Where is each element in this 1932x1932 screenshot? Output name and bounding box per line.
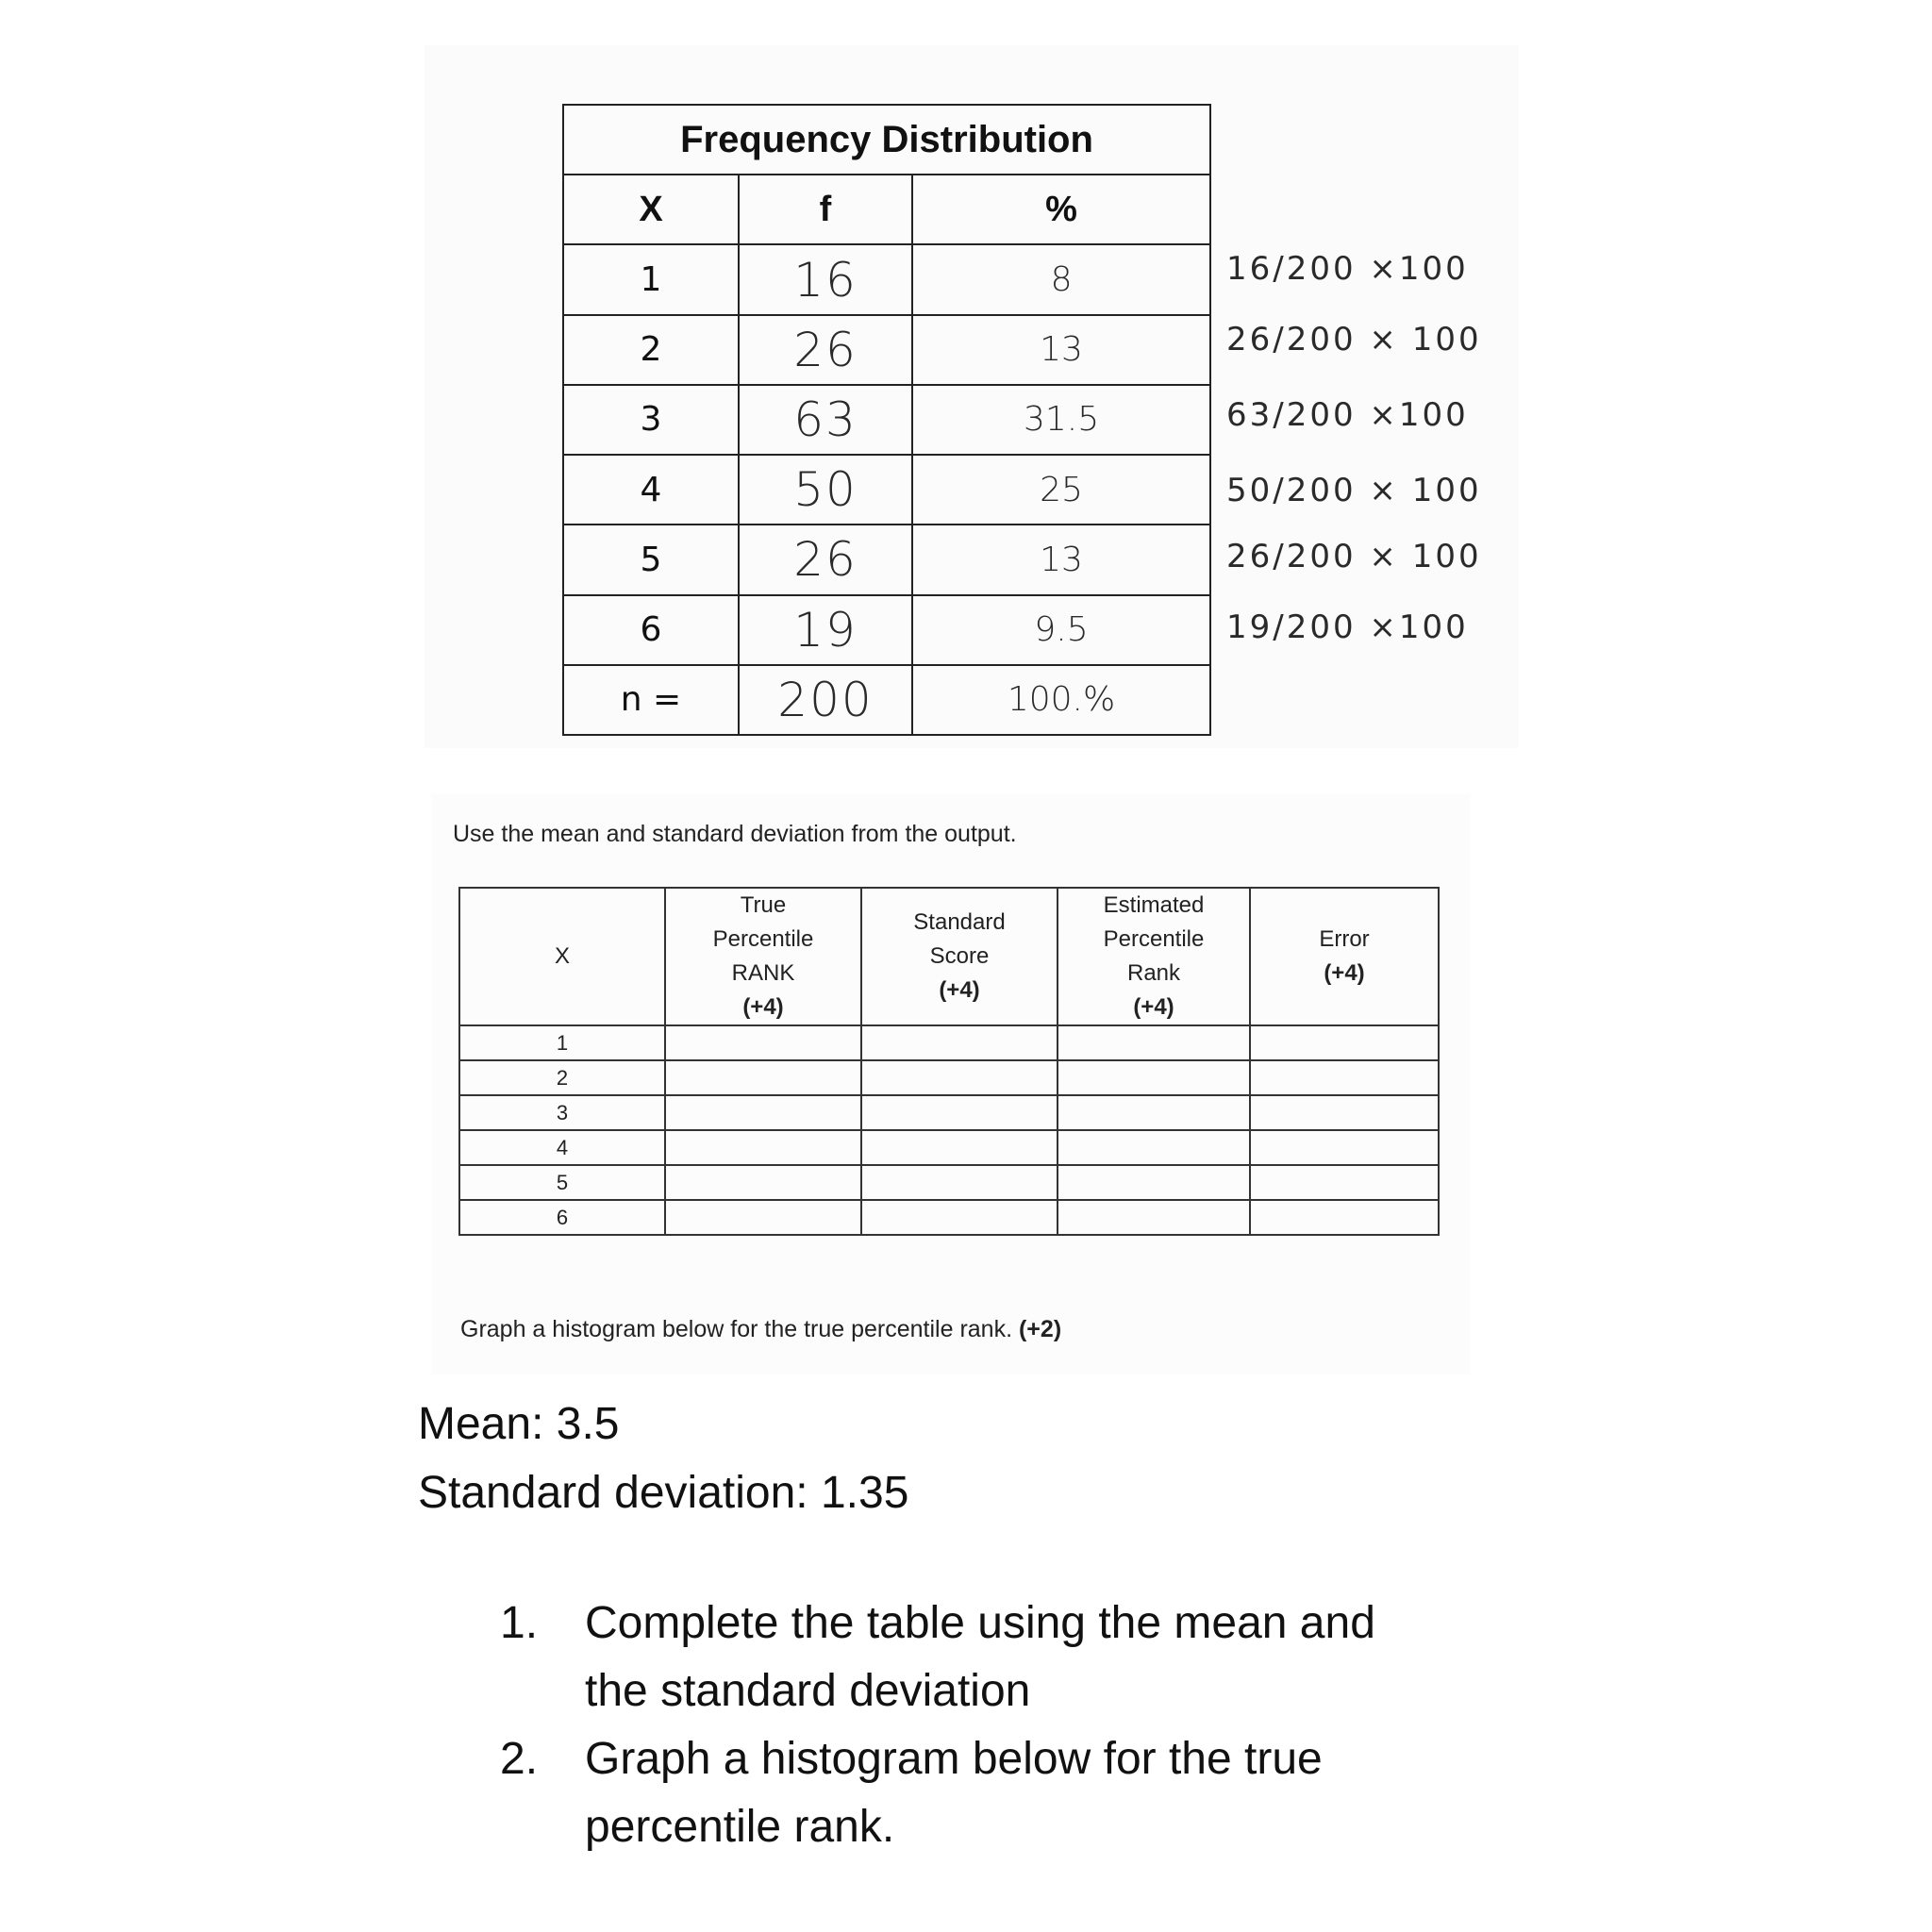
graph-instruction [460,1316,1061,1343]
pr-row [459,1165,1439,1200]
freq-pct-value: 9.5 [912,595,1210,665]
pr-x-value: 6 [459,1200,665,1235]
pr-est-pr-cell[interactable] [1058,1025,1250,1060]
pr-std-score-cell[interactable] [861,1200,1058,1235]
pr-est-pr-cell[interactable] [1058,1060,1250,1095]
step-number: 1. [500,1598,539,1648]
calc-note: 19/200 ×100 [1226,608,1469,646]
freq-header-x: X [563,175,739,244]
step-line: Graph a histogram below for the true [585,1734,1323,1784]
freq-row [563,525,1210,594]
pr-std-score-cell[interactable] [861,1165,1058,1200]
freq-total-f: 200 [739,665,912,735]
percentile-rank-table [458,887,1440,1236]
step-line: Complete the table using the mean and [585,1598,1375,1648]
freq-total-label: n = [563,665,739,735]
pr-true-pr-cell[interactable] [665,1060,861,1095]
sd-text: Standard deviation: 1.35 [418,1468,909,1518]
pr-est-pr-cell[interactable] [1058,1095,1250,1130]
pr-header-std-score: Standard Score (+4) [861,888,1058,1025]
freq-x-value: 4 [563,455,739,525]
pr-header-x: X [459,888,665,1025]
worksheet-instruction: Use the mean and standard deviation from the output. [453,821,1017,847]
pr-error-cell[interactable] [1250,1165,1439,1200]
pr-error-cell[interactable] [1250,1060,1439,1095]
pr-header-est-pr: Estimated Percentile Rank (+4) [1058,888,1250,1025]
graph-instruction-points: (+2) [1018,1316,1062,1342]
pr-true-pr-cell[interactable] [665,1200,861,1235]
freq-row [563,595,1210,665]
pr-x-value: 4 [459,1130,665,1165]
pr-header-row [459,888,1439,1025]
step-item [500,1725,1538,1861]
freq-x-value: 5 [563,525,739,594]
pr-true-pr-cell[interactable] [665,1165,861,1200]
pr-row [459,1060,1439,1095]
freq-header-f: f [739,175,912,244]
calc-note: 26/200 × 100 [1226,538,1482,575]
pr-x-value: 5 [459,1165,665,1200]
pr-true-pr-cell[interactable] [665,1025,861,1060]
pr-row [459,1130,1439,1165]
pr-std-score-cell[interactable] [861,1060,1058,1095]
freq-row [563,315,1210,385]
freq-x-value: 6 [563,595,739,665]
pr-x-value: 2 [459,1060,665,1095]
graph-instruction-text: Graph a histogram below for the true percentile rank. [460,1316,1013,1342]
calc-note: 16/200 ×100 [1226,250,1469,288]
freq-header-pct: % [912,175,1210,244]
freq-pct-value: 25 [912,455,1210,525]
freq-row [563,244,1210,314]
freq-f-value: 26 [739,315,912,385]
calc-note: 63/200 ×100 [1226,396,1469,434]
step-line: percentile rank. [585,1802,895,1852]
frequency-distribution-table [562,104,1211,736]
freq-total-pct: 100.% [912,665,1210,735]
freq-pct-value: 31.5 [912,385,1210,455]
freq-x-value: 3 [563,385,739,455]
pr-est-pr-cell[interactable] [1058,1165,1250,1200]
freq-f-value: 63 [739,385,912,455]
pr-header-true-pr: True Percentile RANK (+4) [665,888,861,1025]
freq-pct-value: 8 [912,244,1210,314]
calc-note: 26/200 × 100 [1226,321,1482,358]
freq-x-value: 2 [563,315,739,385]
pr-row [459,1025,1439,1060]
step-number: 2. [500,1734,539,1784]
pr-est-pr-cell[interactable] [1058,1130,1250,1165]
pr-error-cell[interactable] [1250,1130,1439,1165]
freq-pct-value: 13 [912,525,1210,594]
pr-row [459,1200,1439,1235]
pr-x-value: 1 [459,1025,665,1060]
freq-x-value: 1 [563,244,739,314]
pr-row [459,1095,1439,1130]
pr-true-pr-cell[interactable] [665,1130,861,1165]
pr-est-pr-cell[interactable] [1058,1200,1250,1235]
steps-list [500,1590,1538,1861]
calc-note: 50/200 × 100 [1226,472,1482,509]
pr-header-error: Error (+4) [1250,888,1439,1025]
step-item [500,1590,1538,1725]
freq-row [563,455,1210,525]
freq-total-row [563,665,1210,735]
freq-row [563,385,1210,455]
freq-f-value: 26 [739,525,912,594]
mean-text: Mean: 3.5 [418,1399,620,1449]
freq-f-value: 16 [739,244,912,314]
pr-error-cell[interactable] [1250,1025,1439,1060]
step-line: the standard deviation [585,1666,1031,1716]
freq-f-value: 19 [739,595,912,665]
freq-pct-value: 13 [912,315,1210,385]
pr-std-score-cell[interactable] [861,1130,1058,1165]
pr-error-cell[interactable] [1250,1200,1439,1235]
pr-true-pr-cell[interactable] [665,1095,861,1130]
pr-std-score-cell[interactable] [861,1025,1058,1060]
freq-f-value: 50 [739,455,912,525]
pr-error-cell[interactable] [1250,1095,1439,1130]
pr-x-value: 3 [459,1095,665,1130]
pr-std-score-cell[interactable] [861,1095,1058,1130]
freq-table-title: Frequency Distribution [563,105,1210,175]
